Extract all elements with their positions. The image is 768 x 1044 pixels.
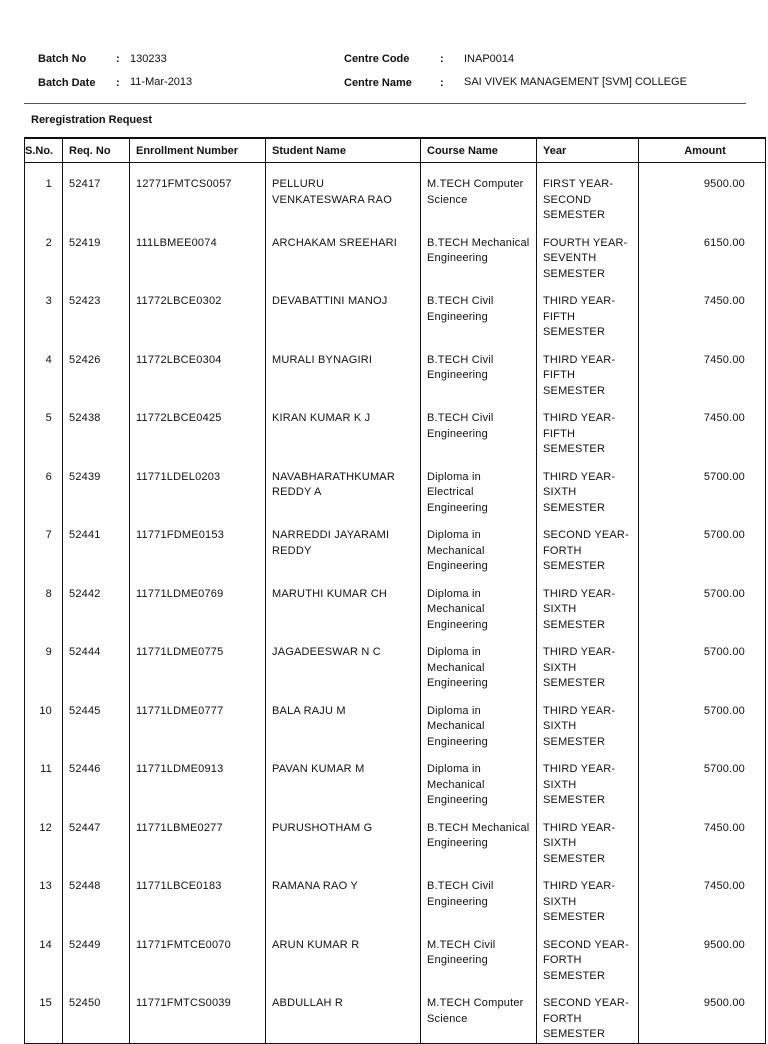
cell-student-name: DEVABATTINI MANOJ xyxy=(266,282,421,341)
cell-amount: 5700.00 xyxy=(639,750,766,809)
cell-student-name: PURUSHOTHAM G xyxy=(266,809,421,868)
cell-amount: 7450.00 xyxy=(639,809,766,868)
batch-date-colon: : xyxy=(116,77,120,89)
cell-sno: 7 xyxy=(25,516,63,575)
cell-enrollment: 11771LDME0775 xyxy=(130,633,266,692)
cell-year: THIRD YEAR-SIXTH SEMESTER xyxy=(537,867,639,926)
cell-student-name: PELLURU VENKATESWARA RAO xyxy=(266,163,421,224)
cell-course-name: B.TECH Civil Engineering xyxy=(421,282,537,341)
cell-year: FOURTH YEAR-SEVENTH SEMESTER xyxy=(537,224,639,283)
cell-enrollment: 11771LDEL0203 xyxy=(130,458,266,517)
cell-year: THIRD YEAR-SIXTH SEMESTER xyxy=(537,633,639,692)
cell-year: SECOND YEAR-FORTH SEMESTER xyxy=(537,516,639,575)
cell-student-name: NAVABHARATHKUMAR REDDY A xyxy=(266,458,421,517)
cell-amount: 7450.00 xyxy=(639,282,766,341)
cell-enrollment: 11771LDME0913 xyxy=(130,750,266,809)
cell-student-name: RAMANA RAO Y xyxy=(266,867,421,926)
table-row xyxy=(25,575,766,634)
cell-student-name: ARUN KUMAR R xyxy=(266,926,421,985)
col-header-amount: Amount xyxy=(639,138,766,163)
table-row xyxy=(25,458,766,517)
cell-req-no: 52444 xyxy=(63,633,130,692)
table-row xyxy=(25,399,766,458)
cell-course-name: B.TECH Civil Engineering xyxy=(421,867,537,926)
cell-amount: 9500.00 xyxy=(639,984,766,1043)
cell-year: THIRD YEAR-FIFTH SEMESTER xyxy=(537,399,639,458)
col-header-enrollment: Enrollment Number xyxy=(130,138,266,163)
cell-student-name: KIRAN KUMAR K J xyxy=(266,399,421,458)
cell-student-name: MURALI BYNAGIRI xyxy=(266,341,421,400)
cell-student-name: BALA RAJU M xyxy=(266,692,421,751)
cell-sno: 2 xyxy=(25,224,63,283)
cell-enrollment: 11772LBCE0304 xyxy=(130,341,266,400)
cell-req-no: 52419 xyxy=(63,224,130,283)
cell-course-name: M.TECH Computer Science xyxy=(421,163,537,224)
cell-amount: 5700.00 xyxy=(639,516,766,575)
cell-enrollment: 111LBMEE0074 xyxy=(130,224,266,283)
cell-enrollment: 11771LDME0777 xyxy=(130,692,266,751)
col-header-student-name: Student Name xyxy=(266,138,421,163)
cell-course-name: Diploma in Electrical Engineering xyxy=(421,458,537,517)
col-header-sno: S.No. xyxy=(25,138,63,163)
reregistration-table xyxy=(24,137,766,1044)
cell-sno: 3 xyxy=(25,282,63,341)
cell-year: THIRD YEAR-SIXTH SEMESTER xyxy=(537,575,639,634)
cell-req-no: 52417 xyxy=(63,163,130,224)
cell-sno: 11 xyxy=(25,750,63,809)
cell-course-name: Diploma in Mechanical Engineering xyxy=(421,750,537,809)
cell-amount: 5700.00 xyxy=(639,633,766,692)
centre-name-value: SAI VIVEK MANAGEMENT [SVM] COLLEGE xyxy=(464,76,687,88)
cell-enrollment: 11772LBCE0302 xyxy=(130,282,266,341)
cell-amount: 5700.00 xyxy=(639,692,766,751)
col-header-course-name: Course Name xyxy=(421,138,537,163)
centre-code-label: Centre Code xyxy=(344,53,410,65)
cell-amount: 9500.00 xyxy=(639,163,766,224)
cell-enrollment: 11771LDME0769 xyxy=(130,575,266,634)
batch-no-colon: : xyxy=(116,53,120,65)
table-row xyxy=(25,341,766,400)
centre-name-label: Centre Name xyxy=(344,77,412,89)
cell-course-name: M.TECH Computer Science xyxy=(421,984,537,1043)
table-row xyxy=(25,984,766,1043)
cell-course-name: B.TECH Civil Engineering xyxy=(421,341,537,400)
cell-sno: 5 xyxy=(25,399,63,458)
cell-enrollment: 11771LBME0277 xyxy=(130,809,266,868)
cell-student-name: ARCHAKAM SREEHARI xyxy=(266,224,421,283)
cell-req-no: 52447 xyxy=(63,809,130,868)
cell-year: SECOND YEAR-FORTH SEMESTER xyxy=(537,984,639,1043)
table-row xyxy=(25,163,766,224)
batch-date-label: Batch Date xyxy=(38,77,96,89)
cell-year: THIRD YEAR-SIXTH SEMESTER xyxy=(537,809,639,868)
cell-sno: 1 xyxy=(25,163,63,224)
cell-req-no: 52438 xyxy=(63,399,130,458)
cell-amount: 7450.00 xyxy=(639,399,766,458)
cell-year: THIRD YEAR-SIXTH SEMESTER xyxy=(537,692,639,751)
cell-year: THIRD YEAR-SIXTH SEMESTER xyxy=(537,750,639,809)
section-title: Reregistration Request xyxy=(31,114,153,126)
cell-sno: 10 xyxy=(25,692,63,751)
batch-no-value: 130233 xyxy=(130,53,167,65)
cell-course-name: B.TECH Mechanical Engineering xyxy=(421,224,537,283)
cell-course-name: Diploma in Mechanical Engineering xyxy=(421,575,537,634)
cell-year: SECOND YEAR-FORTH SEMESTER xyxy=(537,926,639,985)
table-row xyxy=(25,867,766,926)
cell-sno: 4 xyxy=(25,341,63,400)
cell-course-name: M.TECH Civil Engineering xyxy=(421,926,537,985)
cell-req-no: 52446 xyxy=(63,750,130,809)
cell-req-no: 52450 xyxy=(63,984,130,1043)
cell-amount: 5700.00 xyxy=(639,458,766,517)
cell-req-no: 52448 xyxy=(63,867,130,926)
cell-req-no: 52423 xyxy=(63,282,130,341)
table-row xyxy=(25,809,766,868)
table-row xyxy=(25,926,766,985)
col-header-req-no: Req. No xyxy=(63,138,130,163)
table-header-row xyxy=(25,138,766,163)
cell-course-name: Diploma in Mechanical Engineering xyxy=(421,692,537,751)
centre-code-colon: : xyxy=(440,53,444,65)
cell-amount: 9500.00 xyxy=(639,926,766,985)
cell-course-name: B.TECH Mechanical Engineering xyxy=(421,809,537,868)
cell-sno: 9 xyxy=(25,633,63,692)
cell-amount: 6150.00 xyxy=(639,224,766,283)
cell-enrollment: 11771FMTCE0070 xyxy=(130,926,266,985)
cell-req-no: 52441 xyxy=(63,516,130,575)
batch-no-label: Batch No xyxy=(38,53,87,65)
cell-course-name: Diploma in Mechanical Engineering xyxy=(421,633,537,692)
cell-amount: 7450.00 xyxy=(639,341,766,400)
cell-course-name: Diploma in Mechanical Engineering xyxy=(421,516,537,575)
table-row xyxy=(25,282,766,341)
cell-year: THIRD YEAR-SIXTH SEMESTER xyxy=(537,458,639,517)
cell-sno: 6 xyxy=(25,458,63,517)
cell-enrollment: 11771FDME0153 xyxy=(130,516,266,575)
cell-course-name: B.TECH Civil Engineering xyxy=(421,399,537,458)
cell-req-no: 52439 xyxy=(63,458,130,517)
cell-req-no: 52442 xyxy=(63,575,130,634)
centre-code-value: INAP0014 xyxy=(464,53,515,65)
cell-sno: 14 xyxy=(25,926,63,985)
cell-amount: 5700.00 xyxy=(639,575,766,634)
cell-enrollment: 12771FMTCS0057 xyxy=(130,163,266,224)
header-divider xyxy=(24,103,746,104)
cell-amount: 7450.00 xyxy=(639,867,766,926)
cell-sno: 8 xyxy=(25,575,63,634)
cell-student-name: ABDULLAH R xyxy=(266,984,421,1043)
table-row xyxy=(25,516,766,575)
centre-name-colon: : xyxy=(440,77,444,89)
cell-year: THIRD YEAR-FIFTH SEMESTER xyxy=(537,341,639,400)
cell-year: THIRD YEAR-FIFTH SEMESTER xyxy=(537,282,639,341)
cell-req-no: 52426 xyxy=(63,341,130,400)
cell-student-name: PAVAN KUMAR M xyxy=(266,750,421,809)
cell-sno: 15 xyxy=(25,984,63,1043)
cell-student-name: NARREDDI JAYARAMI REDDY xyxy=(266,516,421,575)
cell-year: FIRST YEAR-SECOND SEMESTER xyxy=(537,163,639,224)
cell-student-name: MARUTHI KUMAR CH xyxy=(266,575,421,634)
cell-enrollment: 11771FMTCS0039 xyxy=(130,984,266,1043)
col-header-year: Year xyxy=(537,138,639,163)
batch-date-value: 11-Mar-2013 xyxy=(130,76,193,88)
cell-student-name: JAGADEESWAR N C xyxy=(266,633,421,692)
cell-enrollment: 11771LBCE0183 xyxy=(130,867,266,926)
cell-sno: 13 xyxy=(25,867,63,926)
cell-req-no: 52449 xyxy=(63,926,130,985)
table-row xyxy=(25,633,766,692)
table-row xyxy=(25,692,766,751)
table-row xyxy=(25,224,766,283)
cell-enrollment: 11772LBCE0425 xyxy=(130,399,266,458)
cell-req-no: 52445 xyxy=(63,692,130,751)
cell-sno: 12 xyxy=(25,809,63,868)
table-row xyxy=(25,750,766,809)
